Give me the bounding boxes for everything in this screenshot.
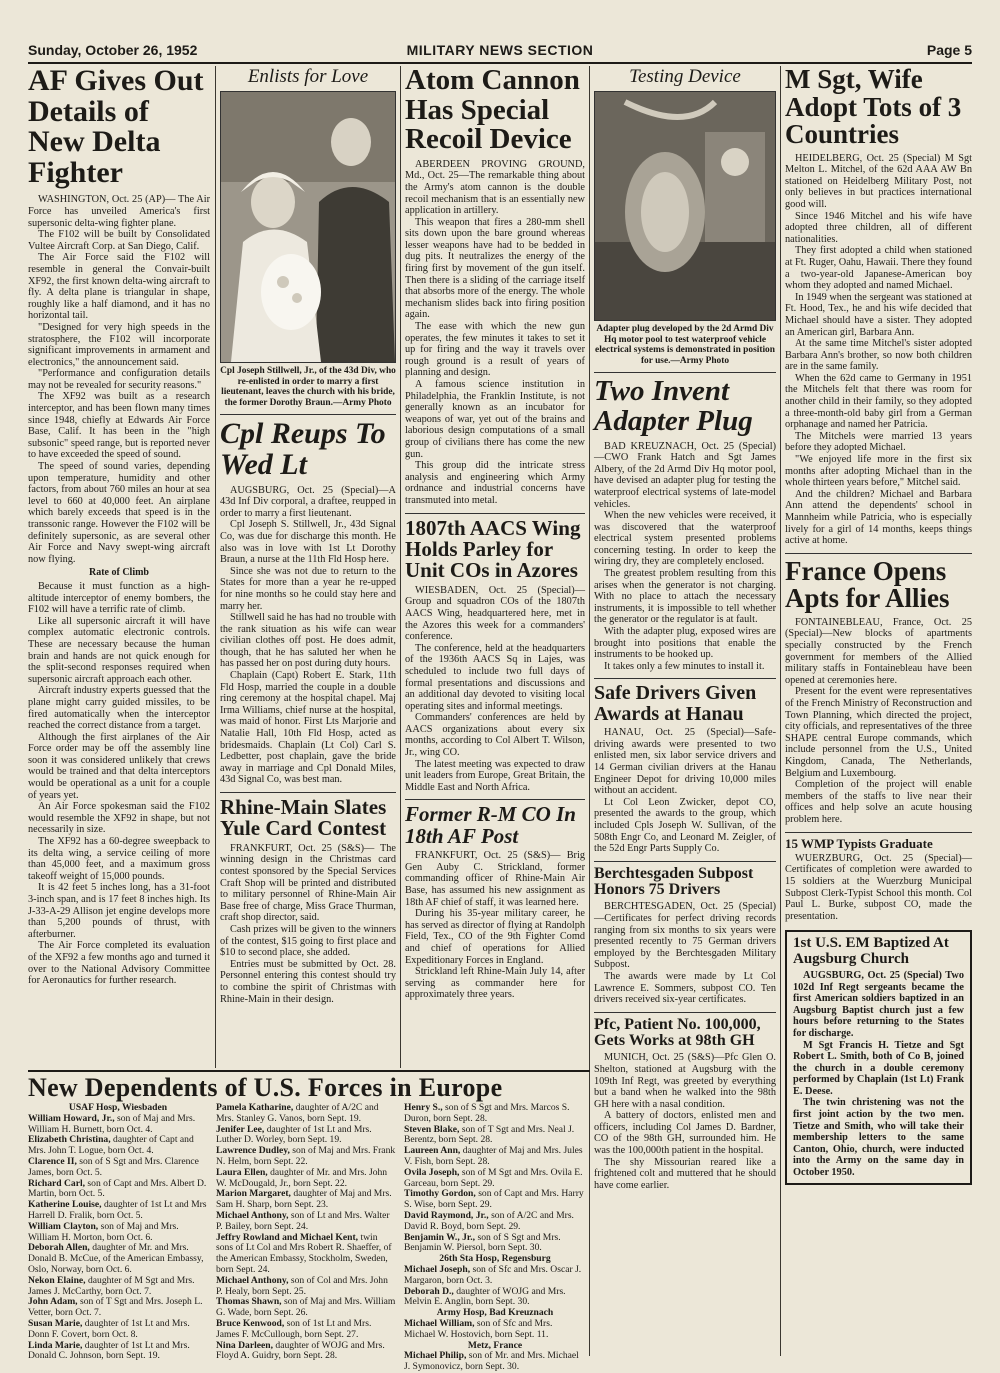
wedding-couple-image — [221, 92, 395, 362]
birth-notice — [28, 1276, 208, 1298]
photo-caption — [220, 366, 396, 408]
wedding-photo — [220, 91, 396, 363]
paragraph: During his 35-year military career, he has served as director of flying at Randolph Field, Tex., CO of the 9th Fighter Comd and chief of operations for Allied Expeditionary Forces in England. — [405, 908, 585, 966]
child-name: Katherine Louise, — [28, 1199, 102, 1211]
headline: Rhine-Main Slates Yule Card Contest — [220, 795, 387, 841]
paragraph: The conference, held at the headquarters of the 1936th AACS Sq in Lajes, was scheduled to include two full days of formal presentations and discussions and an additional day devoted to visiting local operating sites and informal meetings. — [405, 642, 585, 712]
caption-text: Cpl Joseph Stillwell, Jr., of the 43d Div, who re-enlisted in order to marry a first lieutenant, leaves the church with his bride, the former Dorothy Braun. — [220, 366, 396, 408]
birth-notice — [28, 1135, 208, 1157]
paragraph: FRANKFURT, Oct. 25 (S&S)— The winning design in the Christmas card contest sponsored by the Special Services Craft Shop will be printed and distributed to military personnel of Rhine-Main Air Base free of charge, Miss Grace Thurman, craft shop director, said. — [220, 842, 396, 924]
article-body — [793, 970, 964, 1179]
birth-details: daughter of WOJG and Mrs. Melvin E. Anglin, born Sept. 30. — [404, 1285, 566, 1308]
paragraph: WASHINGTON, Oct. 25 (AP)— The Air Force has unveiled America's first supersonic delta-wing fighter plane. — [28, 194, 210, 229]
headline: France Opens Apts for Allies — [785, 555, 950, 614]
article-berchtesgaden — [594, 861, 776, 1006]
hospital-location: USAF Hosp, Wiesbaden — [68, 1102, 168, 1113]
column-rule — [215, 66, 216, 1068]
birth-notice — [216, 1125, 396, 1147]
birth-notice — [404, 1319, 586, 1341]
birth-details: son of Sfc and Mrs. Michael W. Hostovich, born Sept. 11. — [404, 1317, 553, 1340]
article-body — [405, 850, 585, 1001]
child-name: Michael Philip, — [404, 1350, 467, 1362]
article-safe-drivers — [594, 678, 776, 854]
birth-details: son of A/2C and Mrs. David R. Boyd, born Sept. 29. — [404, 1209, 574, 1232]
paragraph: M Sgt Francis H. Tietze and Sgt Robert L. Smith, both of Co B, joined the church in a double ceremony performed by Chaplain (1st Lt) Frank E. Deese. — [793, 1039, 964, 1097]
child-name: Michael Joseph, — [404, 1263, 471, 1275]
birth-details: daughter of Mr. and Mrs. Donald B. McCue, of the American Embassy, Oslo, Norway, born Oct. 6. — [28, 1242, 204, 1275]
paragraph: An Air Force spokesman said the F102 would resemble the XF92 in shape, but not necessarily in size. — [28, 801, 210, 836]
paragraph: Because it must function as a high-altitude interceptor of enemy bombers, the F102 will have a terrific rate of climb. — [28, 580, 210, 616]
paragraph: HANAU, Oct. 25 (Special)—Safe-driving awards were presented to two enlisted men, six labor service drivers and 14 German civilian drivers at the Hanau Engineer Depot for driving 10,000 miles without an accident. — [594, 727, 776, 797]
paragraph: BAD KREUZNACH, Oct. 25 (Special)—CWO Frank Hatch and Sgt James Albery, of the 2d Armd Div Hq motor pool, have devised an adapter plug for testing the waterproof electrical systems of late-model vehicles. — [594, 440, 776, 510]
birth-notice — [28, 1222, 208, 1244]
paragraph: Aircraft industry experts guessed that the plane might carry guided missiles, to be fired automatically when the interceptor reached the correct distance from a target. — [28, 685, 210, 732]
headline: Two Invent Adapter Plug — [594, 375, 753, 437]
paragraph: It is 42 feet 5 inches long, has a 31-foot 3-inch span, and is 17 feet 8 inches high. Its J-33-A-29 Allison jet engine develops more than 5,200 pounds of thrust, with afterburner. — [28, 882, 210, 940]
birth-notice — [28, 1341, 208, 1363]
birth-notice — [216, 1341, 396, 1363]
column-rule — [589, 66, 590, 1356]
child-name: Laureen Ann, — [404, 1145, 461, 1157]
paragraph: Entries must be submitted by Oct. 28. Personnel entering this contest should try to combine the spirit of Christmas with Rhine-Main in their design. — [220, 958, 396, 1005]
paragraph: Present for the event were representatives of the French Ministry of Reconstruction and Town Planning, which directed the project, city officials, and representatives of the three SHAPE central Europe commands, which include personnel from the U.S., United Kingdom, Canada, The Netherlands, Belgium and Luxembourg. — [785, 686, 972, 779]
paragraph: AUGSBURG, Oct. 25 (Special) Two 102d Inf Regt sergeants became the first American soldiers baptized in an Augsburg Baptist church just a few hours before returning to the States for discharge. — [793, 969, 964, 1039]
birth-notice — [216, 1168, 396, 1190]
headline: AF Gives Out Details of New Delta Fighter — [28, 64, 204, 189]
birth-details: son of Lt and Mrs. Walter P. Bailey, born Sept. 24. — [216, 1209, 390, 1232]
hospital-location: Army Hosp, Bad Kreuznach — [436, 1307, 554, 1319]
birth-details: daughter of Maj and Mrs. Jules V. Fish, born Sept. 28. — [404, 1145, 583, 1167]
article-af-delta-fighter — [28, 66, 210, 1068]
child-name: Michael Anthony, — [216, 1274, 289, 1286]
paragraph: It takes only a few minutes to install it. — [604, 660, 765, 672]
dependents-rule — [28, 1070, 590, 1072]
article-aacs-wing — [405, 513, 585, 794]
child-name: William Howard, Jr., — [28, 1112, 115, 1124]
child-name: Steven Blake, — [404, 1123, 460, 1135]
birth-details: daughter of Mr. and Mrs. John W. McDougald, Jr., born Sept. 22. — [216, 1166, 388, 1189]
paragraph: Strickland left Rhine-Main July 14, after serving as commander here for approximately three years. — [405, 966, 585, 1001]
column-4 — [594, 66, 776, 1356]
paragraph: Chaplain (Capt) Robert E. Stark, 11th Fld Hosp, married the couple in a double ring ceremony at the hospital chapel. Maj Irma Williams, chief nurse at the hospital, was maid of honor. First Lts Marjorie and Natalie Hall, 10th Fld Hosp, acted as bridesmaids. Chaplain (Lt Col) Carl S. Ledbetter, post chaplain, gave the bride away in marriage and Cpl Donald Miles, 43d Signal Co, was best man. — [220, 670, 396, 786]
birth-details: son of Sfc and Mrs. Oscar J. Margaron, born Oct. 3. — [404, 1263, 582, 1286]
paragraph: Since 1946 Mitchel and his wife have adopted three children, all of different nationalities. — [785, 210, 972, 245]
paragraph: HEIDELBERG, Oct. 25 (Special) M Sgt Melton L. Mitchel, of the 62d AAA AW Bn stationed on Heidelberg Military Post, not only believes in but practices international good will. — [785, 152, 972, 210]
child-name: Richard Carl, — [28, 1177, 86, 1189]
paragraph: Lt Col Leon Zwicker, depot CO, presented the awards to the group, which included Cpls Joseph W. Sullivan, of the 508th Engr Co, and Leonard M. Zeigler, of the 52d Engr Parts Supply Co. — [594, 796, 776, 855]
dependents-column-3 — [404, 1102, 586, 1373]
child-name: Nina Darleen, — [216, 1339, 274, 1351]
article-body — [220, 485, 396, 786]
paragraph: Although the first airplanes of the Air Force order may be off the assembly line soon it was considered unlikely that crews would be trained and that delta interceptors would be operational as a unit for a couple of years yet. — [28, 731, 210, 801]
article-body — [594, 901, 776, 1005]
paragraph: The F102 will be built by Consolidated Vultee Aircraft Corp. at San Diego, Calif. — [28, 229, 210, 252]
child-name: William Clayton, — [28, 1220, 99, 1232]
birth-details: son of Capt and Mrs. Albert D. Martin, born Oct. 5. — [28, 1177, 207, 1200]
child-name: Michael William, — [404, 1317, 475, 1329]
article-body — [28, 194, 210, 986]
article-atom-cannon — [405, 66, 585, 507]
birth-details: son of T Sgt and Mrs. Joseph L. Vetter, born Oct. 7. — [28, 1296, 203, 1319]
article-former-rm-co — [405, 799, 585, 1001]
headline: Safe Drivers Given Awards at Hanau — [594, 682, 757, 725]
paragraph: Like all supersonic aircraft it will have complex automatic electronic controls. These are necessary because the human brain and hands are not quick enough for the split-second responses required when supersonic aircraft approach each other. — [28, 615, 210, 685]
birth-details: son of T Sgt and Mrs. Neal J. Berentz, born Sept. 28. — [404, 1123, 575, 1146]
paragraph: "Performance and configuration details may not be revealed for security reasons." — [28, 368, 210, 391]
headline: 15 WMP Typists Graduate — [785, 835, 933, 851]
paragraph: Cash prizes will be given to the winners of the contest, $15 going to first place and $10 to second place, she added. — [220, 923, 396, 959]
article-msgt-wife — [785, 66, 972, 547]
paragraph: WUERZBURG, Oct. 25 (Special)— Certificates of completion were awarded to 15 soldiers at the Wuerzburg Municipal Subpost Clerk-Typist School this month. Col Paul L. Burke, subpost CO, made the presentation. — [785, 852, 972, 922]
birth-details: son of Mr. and Mrs. Michael J. Symonovicz, born Sept. 30. — [404, 1350, 579, 1373]
child-name: Susan Marie, — [28, 1317, 83, 1329]
headline: Former R-M CO In 18th AF Post — [405, 802, 576, 848]
child-name: Jenifer Lee, — [216, 1123, 265, 1135]
headline: Atom Cannon Has Special Recoil Device — [405, 64, 580, 156]
paragraph: The Air Force completed its evaluation of the XF92 a few months ago and turned it over to the National Advisory Committee for Aeronautics for further research. — [28, 940, 210, 987]
child-name: Deborah D., — [404, 1285, 454, 1297]
subhead: Rate of Climb — [89, 567, 149, 579]
birth-notice — [216, 1189, 396, 1211]
birth-notice — [404, 1189, 586, 1211]
article-body — [594, 727, 776, 855]
caption-text: Adapter plug developed by the 2d Armd Div Hq motor pool to test waterproof vehicle electrical systems is demonstrated in position for use. — [595, 324, 775, 366]
child-name: Elizabeth Christina, — [28, 1134, 111, 1146]
paragraph: The XF92 was built as a research interceptor, and has been flown many times since 1948, chiefly at Edwards Air Force Base, Calif. It has been in the "high subsonic" speed range, but is reported never to have exceeded the speed of sound. — [28, 391, 210, 461]
headline: Cpl Reups To Wed Lt — [220, 417, 386, 481]
child-name: Laura Ellen, — [216, 1166, 268, 1178]
birth-details: son of Maj and Mrs. Frank N. Helm, born Sept. 22. — [216, 1145, 396, 1167]
birth-details: son of Maj and Mrs. William H. Morton, born Oct. 6. — [28, 1220, 179, 1243]
photo-kicker: Testing Device — [629, 66, 741, 87]
article-pfc-patient — [594, 1012, 776, 1192]
paragraph: A famous science institution in Philadelphia, the Franklin Institute, is not generally known as an incubator for weapons of war, yet out of the brains and laborious design computations of a small group of civilians there has come the new gun. — [405, 379, 585, 460]
paragraph: "Designed for very high speeds in the stratosphere, the F102 will incorporate significant improvements in armament and electronics," the announcement said. — [28, 321, 210, 368]
paragraph: They first adopted a child when stationed at Ft. Ruger, Oahu, Hawaii. There they found a two-year-old Japanese-American boy whom they adopted and named Michael. — [785, 245, 972, 292]
column-3 — [405, 66, 585, 1068]
article-body — [405, 585, 585, 794]
birth-notice — [28, 1179, 208, 1201]
paragraph: Completion of the project will enable members of the staffs to live near their offices and help solve an acute housing problem here. — [785, 779, 972, 825]
article-adapter-plug — [594, 372, 776, 672]
paragraph: MUNICH, Oct. 25 (S&S)—Pfc Glen O. Shelton, stationed at Augsburg with the 109th Inf Regt, was greeted by everything but a band when he walked into the 98th GH here with a nasal condition. — [594, 1052, 776, 1110]
paragraph: The twin christening was not the first joint action by the two men. Tietze and Smith, who will take their membership letters to the same Canton, Ohio, church, were inducted into the Army on the same day in October 1950. — [793, 1097, 964, 1179]
adapter-plug-image — [595, 92, 775, 320]
article-wmp-typists — [785, 832, 972, 923]
paragraph: Commanders' conferences are held by AACS organizations about every six months, according to Col Albert T. Wilson, Jr., wing CO. — [405, 712, 585, 759]
paragraph: ABERDEEN PROVING GROUND, Md., Oct. 25—The remarkable thing about the Army's atom cannon is the double recoil mechanism that is an essentially new application in artillery. — [405, 158, 585, 217]
birth-details: daughter of 1st Lt and Mrs. Luther D. Worley, born Sept. 19. — [216, 1123, 372, 1146]
birth-notice — [404, 1211, 586, 1233]
paragraph: Since she was not due to return to the States for more than a year he re-upped for nine months so he could stay here and marry her. — [220, 565, 396, 612]
birth-details: son of Capt and Mrs. Harry S. Wise, born Sept. 29. — [404, 1188, 584, 1211]
paragraph: With the adapter plug, exposed wires are brought into positions that enable the instruments to be hooked up. — [594, 626, 776, 661]
child-name: Benjamin W., Jr., — [404, 1231, 476, 1243]
birth-details: daughter of 1st Lt and Mrs. Donald C. Johnson, born Sept. 19. — [28, 1339, 190, 1362]
adapter-plug-photo — [594, 91, 776, 321]
child-name: Deborah Allen, — [28, 1242, 90, 1254]
hospital-location: Metz, France — [467, 1339, 523, 1351]
headline: 1st U.S. EM Baptized At Augsburg Church — [793, 935, 949, 967]
child-name: John Adam, — [28, 1296, 78, 1308]
birth-details: daughter of WOJG and Mrs. Floyd A. Guidry, born Sept. 28. — [216, 1339, 385, 1362]
issue-date: Sunday, October 26, 1952 — [28, 42, 198, 58]
child-name: Timothy Gordon, — [404, 1188, 476, 1200]
article-body — [785, 153, 972, 547]
dependents-column-1 — [28, 1103, 208, 1365]
column-rule — [400, 66, 401, 1068]
paragraph: WIESBADEN, Oct. 25 (Special)—Group and squadron COs of the 1807th AACS Wing, headquartered here, met in the Azores this week for a commanders' conference. — [405, 584, 585, 643]
photo-caption — [594, 324, 776, 366]
paragraph: FONTAINEBLEAU, France, Oct. 25 (Special)—New blocks of apartments specially constructed by the French government for members of the Allied military staffs in Fontainebleau have been opened at ceremonies here. — [785, 616, 972, 686]
paragraph: AUGSBURG, Oct. 25 (Special)—A 43d Inf Div corporal, a draftee, reupped in order to marry a first lieutenant. — [220, 484, 396, 519]
birth-details: daughter of 1st Lt and Mrs Harrell D. Fralik, born Oct. 5. — [28, 1199, 207, 1221]
article-body — [785, 853, 972, 923]
paragraph: This weapon that fires a 280-mm shell sits down upon the bare ground whereas lesser weapons have had to be bedded in dug pits. It neutralizes the energy of the firing first by movement of the gun itself. Then there is a sliding of the carriage itself that absorbs more of the energy. The whole mechanism slides back into firing position again. — [405, 216, 585, 321]
child-name: Clarence II, — [28, 1155, 77, 1167]
birth-notice — [216, 1297, 396, 1319]
photo-kicker: Enlists for Love — [247, 66, 369, 87]
paragraph: "We enjoyed life more in the first six months after adopting Michael than in the whole thirteen years before," Mitchel said. — [785, 454, 972, 489]
paragraph: In 1949 when the sergeant was stationed at Ft. Hood, Tex., he and his wife decided that Michael should have a sister. They adopted an American girl, Barbara Ann. — [785, 291, 972, 338]
paragraph: When the new vehicles were received, it was discovered that the waterproof electrical system presented problems concerning testing. In order to keep the wiring dry, they are completely enclosed. — [594, 510, 776, 568]
birth-details: twin sons of Lt Col and Mrs Robert R. Shaeffer, of the American Embassy, Stockholm, Sweden, born Sept. 24. — [216, 1231, 392, 1275]
paragraph: The Mitchels were married 13 years before they adopted Michael. — [785, 430, 972, 454]
paragraph: A battery of doctors, enlisted men and officers, including Col James D. Bardner, CO of the 98th GH, surrounded him. He was the 100,000th patient in the hospital. — [594, 1110, 776, 1157]
birth-notice — [28, 1200, 208, 1222]
birth-details: son of S Sgt and Mrs. Benjamin W. Piersol, born Sept. 30. — [404, 1231, 561, 1254]
article-baptized — [785, 930, 972, 1184]
birth-notice — [404, 1168, 586, 1190]
birth-notice — [404, 1233, 586, 1255]
birth-notice — [404, 1125, 586, 1147]
child-name: Linda Marie, — [28, 1339, 83, 1351]
paragraph: The XF92 has a 60-degree sweepback to its delta wing, a service ceiling of more than 45,000 feet, and a maximum gross takeoff weight of 15,000 pounds. — [28, 836, 210, 882]
birth-notice — [28, 1243, 208, 1275]
article-body — [405, 159, 585, 507]
paragraph: The speed of sound varies, depending upon temperature, humidity and other factors, from about 760 miles an hour at sea level to 660 at 40,000 feet. An airplane which barely exceeds that speed is in the transsonic range. However the F102 will be definitely supersonic, as are several other Air Force and Navy swept-wing aircraft now flying. — [28, 461, 210, 565]
paragraph: Stillwell said he has had no trouble with the rank situation as his wife can wear civilian clothes off post. He does admit, though, that he has saluted her when he has passed her on post during duty hours. — [220, 612, 396, 670]
column-2 — [220, 66, 396, 1068]
child-name: Pamela Katharine, — [216, 1102, 294, 1113]
birth-notice — [216, 1103, 396, 1125]
article-body — [594, 1052, 776, 1191]
headline: Berchtesgaden Subpost Honors 75 Drivers — [594, 864, 754, 899]
birth-details: daughter of Capt and Mrs. John T. Logue, born Oct. 4. — [28, 1134, 194, 1157]
article-body — [220, 843, 396, 1005]
column-5 — [785, 66, 972, 1356]
headline: 1807th AACS Wing Holds Parley for Unit COs in Azores — [405, 515, 581, 583]
birth-details: daughter of A/2C and Mrs. Stanley G. Vanos, born Sept. 19. — [216, 1102, 379, 1124]
paragraph: When the 62d came to Germany in 1951 the Mitchels felt that there was room for another child in their family, so they adopted a three-month-old baby girl from a German orphanage and named her Patricia. — [785, 372, 972, 431]
paragraph: Cpl Joseph S. Stillwell, Jr., 43d Signal Co, was due for discharge this month. He also was in love with 1st Lt Dorothy Braun, a nurse at the 11th Fld Hosp here. — [220, 519, 396, 566]
birth-notice — [404, 1265, 586, 1287]
birth-notice — [216, 1233, 396, 1276]
child-name: Henry S., — [404, 1102, 443, 1113]
birth-notice — [216, 1211, 396, 1233]
birth-notice — [216, 1276, 396, 1298]
child-name: Marion Margaret, — [216, 1188, 291, 1200]
child-name: Bruce Kenwood, — [216, 1317, 285, 1329]
paragraph: The ease with which the new gun operates, the few minutes it takes to set it up for firing and the way it travels over rough ground is a result of years of planning and design. — [405, 321, 585, 379]
birth-notice — [216, 1319, 396, 1341]
birth-details: daughter of 1st Lt and Mrs. Donn F. Covert, born Oct. 8. — [28, 1317, 190, 1340]
masthead — [28, 42, 972, 62]
birth-notice — [28, 1114, 208, 1136]
birth-notice — [404, 1103, 586, 1125]
paragraph: The awards were made by Lt Col Lawrence E. Sommers, subpost CO. Ten drivers received six-year certificates. — [594, 970, 776, 1006]
birth-details: son of S Sgt and Mrs. Marcos S. Duron, born Sept. 28. — [404, 1102, 570, 1124]
birth-notice — [404, 1146, 586, 1168]
birth-notice — [404, 1287, 586, 1309]
birth-details: son of Col and Mrs. John P. Healy, born Sept. 25. — [216, 1274, 388, 1297]
paragraph: The Air Force said the F102 will resemble in general the Convair-built XF92, the first known delta-wing aircraft to fly. A delta plane is triangular in shape, roughly like a half diamond, and it has no horizontal tail. — [28, 252, 210, 322]
section-name: MILITARY NEWS SECTION — [406, 42, 594, 58]
article-france-apts — [785, 553, 972, 826]
article-yule-card — [220, 792, 396, 1005]
birth-details: son of Maj and Mrs. William G. Wade, born Sept. 26. — [216, 1296, 396, 1319]
birth-details: son of S Sgt and Mrs. Clarence James, born Oct. 5. — [28, 1155, 199, 1178]
child-name: Thomas Shawn, — [216, 1296, 282, 1308]
birth-details: son of M Sgt and Mrs. Ovila E. Garceau, born Sept. 29. — [404, 1166, 583, 1189]
child-name: Lawrence Dudley, — [216, 1145, 290, 1157]
article-body — [594, 441, 776, 673]
paragraph: At the same time Mitchel's sister adopted Barbara Ann's brother, so now both children are in the same family. — [785, 338, 972, 373]
birth-details: son of 1st Lt and Mrs. James F. McCullough, born Sept. 27. — [216, 1317, 372, 1340]
child-name: Nekon Elaine, — [28, 1274, 86, 1286]
birth-details: daughter of Maj and Mrs. Sam H. Sharp, born Sept. 23. — [216, 1188, 392, 1211]
paragraph: FRANKFURT, Oct. 25 (S&S)— Brig Gen Auby C. Strickland, former commanding officer of Rhine-Main Air Base, has assumed his new assignment as 18th AF chief of staff, it was learned here. — [405, 850, 585, 908]
child-name: Ovila Joseph, — [404, 1166, 460, 1178]
birth-details: son of Maj and Mrs. William H. Burnett, born Oct. 4. — [28, 1112, 196, 1135]
paragraph: BERCHTESGADEN, Oct. 25 (Special)—Certificates for perfect driving records ranging from six months to six years were presented recently to 75 German drivers employed by the Berchtesgaden Military Subpost. — [594, 901, 776, 971]
photo-credit: —Army Photo — [670, 355, 730, 366]
page-number: Page 5 — [926, 42, 972, 58]
article-body — [785, 617, 972, 826]
dependents-column-2 — [216, 1103, 396, 1365]
child-name: Jeffry Rowland and Michael Kent, — [216, 1231, 359, 1243]
photo-credit: —Army Photo — [332, 397, 392, 408]
article-cpl-reups — [220, 414, 396, 786]
headline: Pfc, Patient No. 100,000, Gets Works at 98th GH — [594, 1015, 761, 1049]
birth-notice — [216, 1146, 396, 1168]
paragraph: And the children? Michael and Barbara Ann attend the dependents' school in Mannheim while Patricia, who is especially lively for a girl of 14 months, keeps things active at home. — [785, 488, 972, 547]
birth-details: daughter of M Sgt and Mrs. James J. McCarthy, born Oct. 7. — [28, 1274, 195, 1297]
child-name: David Raymond, Jr., — [404, 1209, 489, 1221]
paragraph: The greatest problem resulting from this arises when the generator is not charging. With no place to attach the necessary instruments, it is impossible to tell whether the generator or the regulator is at fault. — [594, 568, 776, 626]
birth-notice — [404, 1351, 586, 1373]
child-name: Michael Anthony, — [216, 1209, 289, 1221]
paragraph: The shy Missourian reared like a frightened colt and muttered that he should have come earlier. — [594, 1156, 776, 1191]
dependents-headline: New Dependents of U.S. Forces in Europe — [28, 1073, 503, 1102]
birth-notice — [28, 1319, 208, 1341]
birth-notice — [28, 1297, 208, 1319]
hospital-location: 26th Sta Hosp, Regensburg — [439, 1253, 551, 1265]
column-rule — [780, 66, 781, 1356]
headline: M Sgt, Wife Adopt Tots of 3 Countries — [785, 64, 962, 150]
birth-notice — [28, 1157, 208, 1179]
paragraph: This group did the intricate stress analysis and engineering which Army ordnance and industrial concerns have transmuted into metal. — [405, 460, 585, 506]
paragraph: The latest meeting was expected to draw unit leaders from Europe, Great Britain, the Middle East and North Africa. — [405, 758, 585, 793]
